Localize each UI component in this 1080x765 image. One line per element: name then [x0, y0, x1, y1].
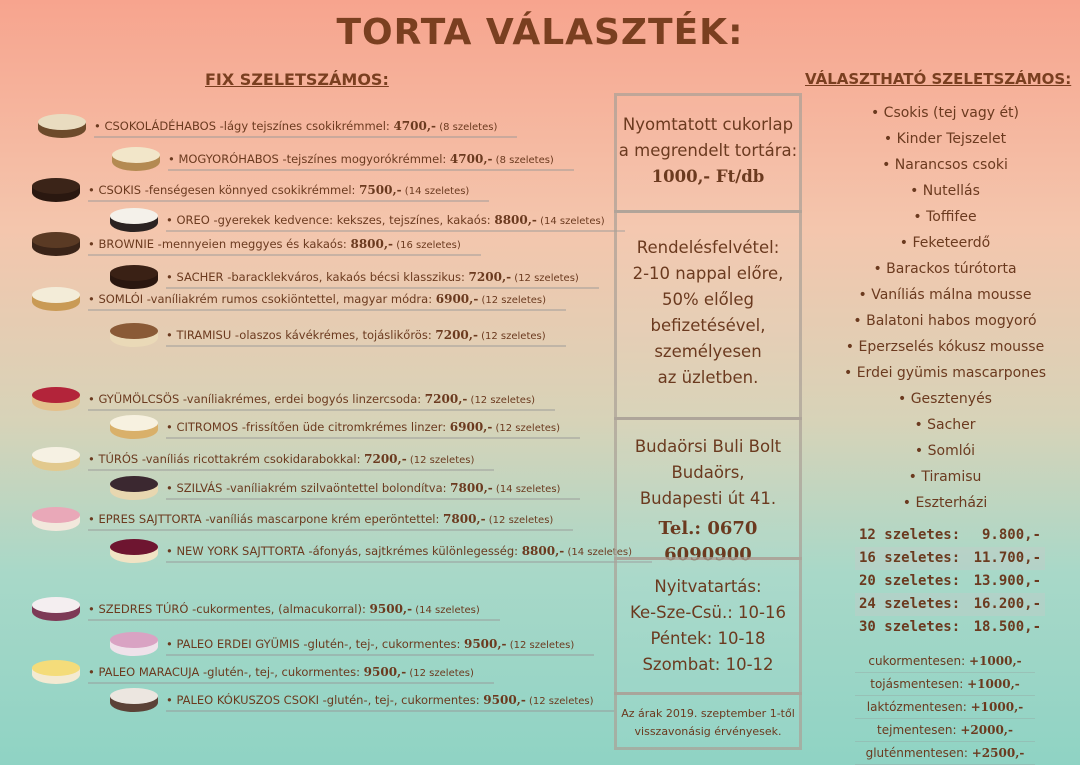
cake-price: 7200,- [364, 451, 407, 466]
sugar-sheet-price: 1000,- Ft/db [651, 167, 765, 186]
cake-name: • CITROMOS [166, 419, 239, 434]
cake-description-line [166, 693, 614, 712]
flavour-item: • Feketeerdő [899, 235, 991, 251]
cake-price: 7800,- [443, 511, 486, 526]
cake-description-line [88, 512, 573, 531]
cake-description-line [166, 637, 594, 656]
flavour-item: • Eperzselés kókusz mousse [845, 339, 1045, 355]
price-value: 9.800,- [981, 527, 1041, 543]
cake-name: • SOMLÓI [88, 291, 144, 306]
price-row [855, 593, 1045, 616]
cake-image-top [38, 114, 86, 130]
shop-street: Budapesti út 41. [639, 489, 777, 508]
cake-image-top [110, 688, 158, 704]
cake-image [30, 285, 82, 317]
cake-image [110, 145, 162, 177]
cake-description-line [88, 183, 489, 202]
cake-desc: -baracklekváros, kakaós bécsi klasszikus: [223, 269, 469, 284]
cake-price: 9500,- [363, 664, 407, 679]
cake-price: 7500,- [359, 182, 402, 197]
cake-price: 9500,- [483, 692, 526, 707]
cake-slices: (12 szeletes) [477, 330, 546, 342]
cake-item [30, 285, 566, 317]
cake-image-top [32, 232, 80, 248]
cake-slices: (14 szeletes) [536, 215, 605, 227]
flavour-item: • Narancsos csoki [882, 157, 1008, 173]
cake-slices: (12 szeletes) [511, 272, 579, 284]
cake-item [108, 686, 614, 718]
price-value: 18.500,- [973, 619, 1041, 635]
cake-desc: -vaníliakrém szilvaöntettel bolondítva: [222, 480, 451, 495]
cake-image [30, 230, 82, 262]
cake-item [36, 112, 517, 144]
flavour-item: • Barackos túrótorta [873, 261, 1017, 277]
cake-desc: -glutén-, tej-, cukormentes: [199, 664, 364, 679]
cake-desc: -tejszínes mogyorókrémmel: [278, 151, 450, 166]
shop-name: Budaörsi Buli Bolt [634, 437, 782, 456]
cake-description-line [88, 392, 555, 411]
cake-image-top [110, 476, 158, 492]
cake-item [30, 445, 494, 477]
cake-price: 8800,- [350, 236, 394, 251]
cake-name: • TIRAMISU [166, 327, 232, 342]
price-size: 24 szeletes: [859, 596, 961, 612]
cake-name: • PALEO ERDEI GYÜMIS [166, 636, 300, 651]
cake-item [30, 230, 481, 262]
cake-name: • GYÜMÖLCSÖS [88, 391, 180, 406]
cake-item [30, 505, 573, 537]
surcharge-list [855, 650, 1035, 765]
cake-image [30, 505, 82, 537]
cake-desc: -fenségesen könnyed csokikrémmel: [141, 182, 360, 197]
price-value: 11.700,- [973, 550, 1041, 566]
ordering-line-1: Rendelésfelvétel: [636, 238, 780, 257]
flavour-item: • Balatoni habos mogyoró [853, 313, 1037, 329]
cake-slices: (14 szeletes) [564, 546, 632, 558]
cake-slices: (12 szeletes) [506, 639, 575, 651]
cake-image-top [110, 208, 158, 224]
surcharge-row [855, 742, 1035, 765]
cake-description-line [166, 544, 652, 563]
cake-image [108, 413, 160, 445]
ordering-box [614, 210, 802, 420]
cake-image [108, 686, 160, 718]
cake-desc: -olaszos kávékrémes, tojáslikőrös: [231, 327, 436, 342]
price-size: 20 szeletes: [859, 573, 961, 589]
hours-saturday: Szombat: 10-12 [642, 655, 774, 674]
price-size: 16 szeletes: [859, 550, 961, 566]
shop-address-box [614, 417, 802, 565]
cake-image-top [32, 660, 80, 676]
surcharge-row [855, 673, 1035, 696]
price-row [855, 524, 1045, 547]
cake-desc: -mennyeien meggyes és kakaós: [154, 236, 351, 251]
cake-slices: (14 szeletes) [492, 483, 561, 495]
flavour-item: • Kinder Tejszelet [883, 131, 1007, 147]
cake-description-line [88, 665, 494, 684]
cake-slices: (12 szeletes) [492, 422, 561, 434]
cake-item [108, 537, 652, 569]
cake-image [36, 112, 88, 144]
hours-weekdays: Ke-Sze-Csü.: 10-16 [630, 603, 786, 622]
cake-slices: (8 szeletes) [436, 121, 498, 133]
cake-name: • CSOKIS [88, 182, 142, 197]
cake-description-line [166, 420, 580, 439]
cake-item [30, 176, 489, 208]
cake-description-line [94, 119, 517, 138]
cake-image [108, 537, 160, 569]
cake-price: 7200,- [424, 391, 468, 406]
cake-image-top [110, 265, 158, 281]
cake-image [108, 474, 160, 506]
surcharge-label: cukormentesen: [868, 654, 966, 668]
cake-name: • SZILVÁS [166, 480, 223, 495]
cake-desc: -gyerekek kedvence: kekszes, tejszínes, kakaós: [209, 212, 495, 227]
price-size: 12 szeletes: [859, 527, 961, 543]
surcharge-value: +2000,- [960, 723, 1013, 737]
cake-item [30, 595, 500, 627]
flavour-item: • Toffifee [913, 209, 977, 225]
cake-slices: (8 szeletes) [492, 154, 554, 166]
cake-image [30, 595, 82, 627]
cake-image-top [32, 287, 80, 303]
cake-desc: -glutén-, tej-, cukormentes: [299, 636, 464, 651]
cake-desc: -lágy tejszínes csokikrémmel: [216, 118, 394, 133]
cake-slices: (12 szeletes) [406, 667, 474, 679]
ordering-line-6: az üzletben. [657, 368, 759, 387]
cake-price: 9500,- [463, 636, 507, 651]
cake-item [108, 474, 580, 506]
cake-image-top [110, 539, 158, 555]
cake-image-top [110, 415, 158, 431]
surcharge-value: +2500,- [971, 746, 1025, 760]
cake-desc: -vaníliakrémes, erdei bogyós linzercsoda: [179, 391, 425, 406]
cake-price: 4700,- [449, 151, 493, 166]
cake-price: 6900,- [435, 291, 479, 306]
cake-name: • TÚRÓS [88, 451, 139, 466]
cake-slices: (12 szeletes) [525, 695, 594, 707]
surcharge-row [855, 650, 1035, 673]
cake-slices: (12 szeletes) [467, 394, 536, 406]
variable-slices-heading: VÁLASZTHATÓ SZELETSZÁMOS: [805, 70, 1072, 88]
surcharge-value: +1000,- [970, 700, 1024, 714]
cake-desc: -cukormentes, (almacukorral): [188, 601, 370, 616]
cake-description-line [166, 328, 566, 347]
cake-name: • SZEDRES TÚRÓ [88, 601, 189, 616]
cake-image [30, 658, 82, 690]
fixed-slices-heading: FIX SZELETSZÁMOS: [205, 70, 389, 89]
flavour-item: • Vaníliás málna mousse [858, 287, 1032, 303]
sugar-sheet-line-2: a megrendelt tortára: [618, 141, 798, 160]
cake-price: 9500,- [369, 601, 413, 616]
cake-item [108, 321, 566, 353]
page-title: TORTA VÁLASZTÉK: [336, 12, 744, 53]
ordering-line-2: 2-10 nappal előre, [632, 264, 784, 283]
cake-name: • PALEO MARACUJA [88, 664, 200, 679]
shop-city: Budaörs, [671, 463, 745, 482]
surcharge-label: tejmentesen: [877, 723, 957, 737]
price-value: 13.900,- [973, 573, 1041, 589]
cake-image-top [32, 178, 80, 194]
surcharge-label: tojásmentesen: [870, 677, 964, 691]
flavour-item: • Gesztenyés [898, 391, 992, 407]
slice-price-table [855, 524, 1045, 639]
price-row [855, 570, 1045, 593]
surcharge-value: +1000,- [967, 677, 1020, 691]
cake-desc: -vaníliás mascarpone krém eperöntettel: [201, 511, 444, 526]
opening-hours-box [614, 557, 802, 695]
cake-image-top [112, 147, 160, 163]
cake-image [30, 176, 82, 208]
cake-description-line [88, 602, 500, 621]
price-validity-box [614, 692, 802, 750]
cake-name: • MOGYORÓHABOS [168, 151, 279, 166]
cake-desc: -glutén-, tej-, cukormentes: [319, 692, 484, 707]
cake-description-line [88, 292, 566, 311]
cake-image-top [32, 447, 80, 463]
flavour-item: • Erdei gyümis mascarpones [844, 365, 1046, 381]
validity-line-1: Az árak 2019. szeptember 1-től [621, 707, 795, 720]
flavour-item: • Tiramisu [908, 469, 982, 485]
cake-description-line [88, 452, 494, 471]
surcharge-value: +1000,- [969, 654, 1022, 668]
cake-description-line [166, 481, 580, 500]
cake-name: • PALEO KÓKUSZOS CSOKI [166, 692, 319, 707]
sugar-sheet-line-1: Nyomtatott cukorlap [622, 115, 794, 134]
cake-slices: (12 szeletes) [485, 514, 554, 526]
flavour-item: • Csokis (tej vagy ét) [870, 105, 1020, 121]
sugar-sheet-box [614, 93, 802, 213]
cake-desc: -frissítően üde citromkrémes linzer: [238, 419, 450, 434]
cake-name: • SACHER [166, 269, 224, 284]
cake-description-line [168, 152, 574, 171]
cake-item [110, 145, 574, 177]
cake-image [108, 321, 160, 353]
cake-slices: (14 szeletes) [401, 185, 470, 197]
cake-image-top [110, 632, 158, 648]
cake-item [108, 413, 580, 445]
price-row [855, 616, 1045, 639]
cake-desc: -vaníliakrém rumos csokiöntettel, magyar módra: [143, 291, 436, 306]
variable-flavour-list [810, 100, 1080, 516]
flavour-item: • Sacher [914, 417, 976, 433]
cake-desc: -vaníliás ricottakrém csokidarabokkal: [138, 451, 365, 466]
price-row [855, 547, 1045, 570]
flavour-item: • Eszterházi [902, 495, 988, 511]
cake-image [30, 385, 82, 417]
cake-price: 7200,- [468, 269, 512, 284]
surcharge-row [855, 696, 1035, 719]
cake-slices: (14 szeletes) [412, 604, 480, 616]
price-size: 30 szeletes: [859, 619, 961, 635]
cake-image-top [32, 387, 80, 403]
cake-image [30, 445, 82, 477]
surcharge-label: gluténmentesen: [865, 746, 968, 760]
ordering-line-5: személyesen [654, 342, 762, 361]
cake-image-top [32, 597, 80, 613]
surcharge-label: laktózmentesen: [866, 700, 967, 714]
cake-image-top [110, 323, 158, 339]
cake-price: 7200,- [435, 327, 478, 342]
ordering-line-4: befizetésével, [650, 316, 766, 335]
cake-price: 8800,- [494, 212, 537, 227]
cake-slices: (12 szeletes) [406, 454, 475, 466]
cake-name: • CSOKOLÁDÉHABOS [94, 118, 216, 133]
cake-slices: (12 szeletes) [478, 294, 547, 306]
validity-line-2: visszavonásig érvényesek. [634, 725, 782, 738]
cake-price: 8800,- [521, 543, 565, 558]
cake-name: • NEW YORK SAJTTORTA [166, 543, 305, 558]
cake-name: • OREO [166, 212, 210, 227]
cake-desc: -áfonyás, sajtkrémes különlegesség: [304, 543, 522, 558]
cake-price: 7800,- [450, 480, 493, 495]
flavour-item: • Nutellás [910, 183, 980, 199]
flavour-item: • Somlói [914, 443, 976, 459]
cake-slices: (16 szeletes) [393, 239, 461, 251]
cake-name: • BROWNIE [88, 236, 155, 251]
cake-price: 4700,- [393, 118, 437, 133]
cake-name: • EPRES SAJTTORTA [88, 511, 202, 526]
price-value: 16.200,- [973, 596, 1041, 612]
cake-description-line [166, 213, 625, 232]
cake-description-line [88, 237, 481, 256]
cake-price: 6900,- [449, 419, 493, 434]
hours-friday: Péntek: 10-18 [650, 629, 766, 648]
shop-phone[interactable]: Tel.: 0670 6090900 [658, 518, 758, 565]
ordering-line-3: 50% előleg [662, 290, 754, 309]
hours-heading: Nyitvatartás: [654, 577, 762, 596]
cake-image-top [32, 507, 80, 523]
surcharge-row [855, 719, 1035, 742]
